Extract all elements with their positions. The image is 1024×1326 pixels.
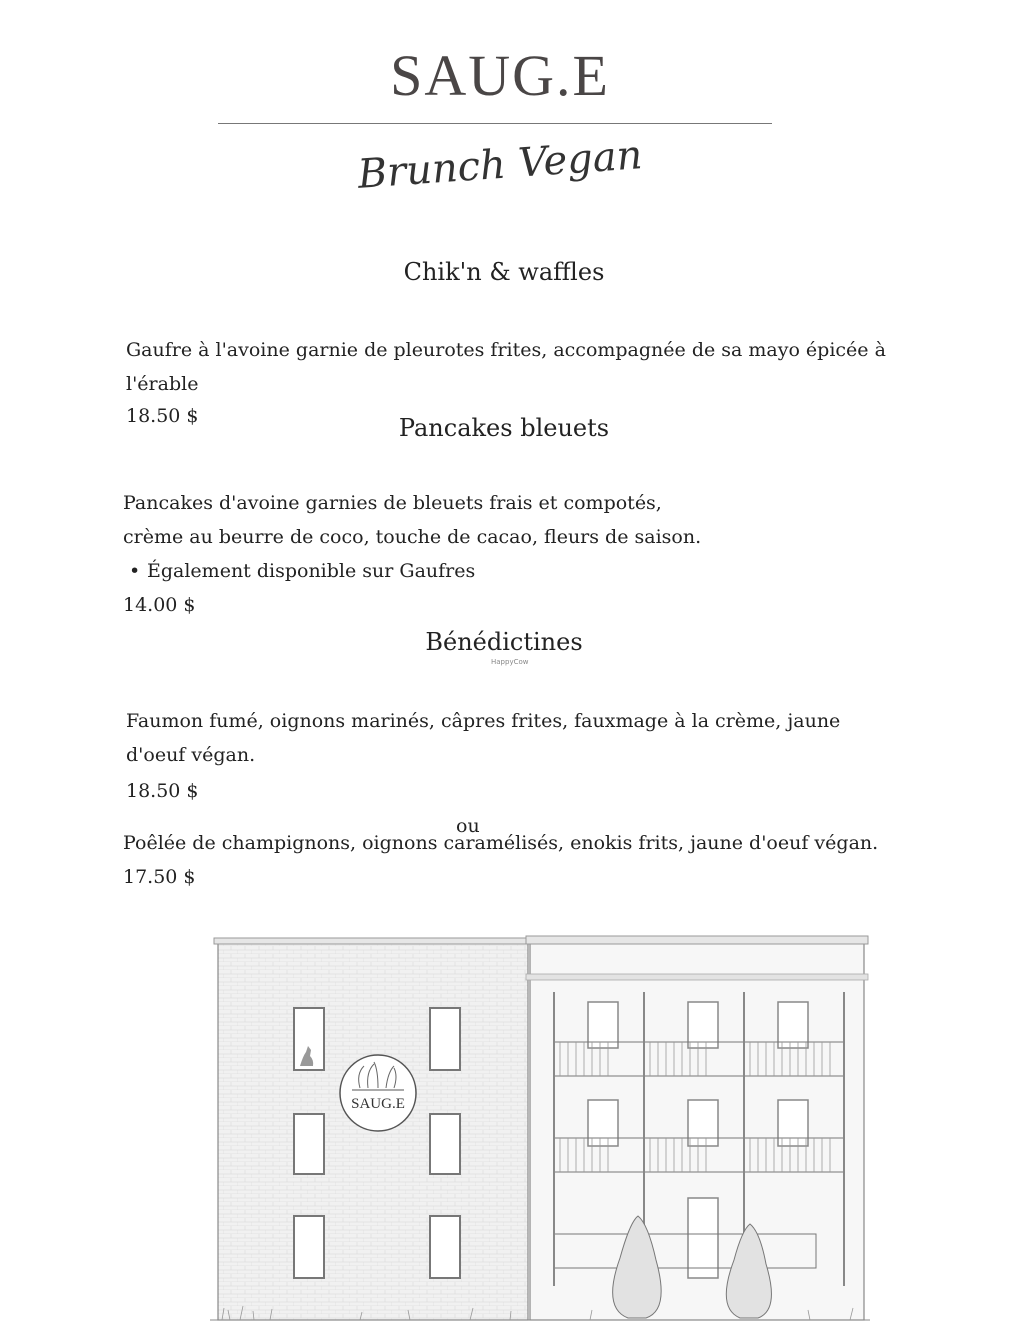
svg-text:SAUG.E: SAUG.E <box>351 1096 405 1112</box>
description-line: Gaufre à l'avoine garnie de pleurotes frites, accompagnée de sa mayo épicée à <box>126 339 886 361</box>
menu-subtitle: Brunch Vegan <box>356 132 644 198</box>
sign-logo <box>340 1055 416 1131</box>
item-description-chikn-waffles <box>126 333 886 401</box>
description-line: Poêlée de champignons, oignons caramélisés, enokis frits, jaune d'oeuf végan. <box>123 832 879 854</box>
item-description-benedictine-b <box>123 826 878 860</box>
restaurant-title: SAUG.E <box>390 43 610 108</box>
happycow-watermark: HappyCow <box>491 658 529 666</box>
item-price-benedictine-b: 17.50 $ <box>123 866 196 888</box>
item-heading-pancakes-bleuets: Pancakes bleuets <box>398 414 610 442</box>
item-heading-chikn-waffles: Chik'n & waffles <box>403 258 605 286</box>
description-line: Faumon fumé, oignons marinés, câpres frites, fauxmage à la crème, jaune <box>126 710 841 732</box>
item-heading-benedictines: Bénédictines <box>425 628 583 656</box>
item-description-benedictine-a <box>126 704 840 772</box>
restaurant-building-illustration <box>210 930 870 1322</box>
title-divider <box>218 123 772 124</box>
variant-separator: ou <box>456 815 480 837</box>
item-options-list <box>123 554 701 588</box>
item-description-pancakes-bleuets <box>123 486 701 588</box>
item-price-chikn-waffles: 18.50 $ <box>126 405 199 427</box>
item-price-benedictine-a: 18.50 $ <box>126 780 199 802</box>
description-line: d'oeuf végan. <box>126 744 256 766</box>
item-price-pancakes-bleuets: 14.00 $ <box>123 594 196 616</box>
description-line: l'érable <box>126 373 199 395</box>
item-option: • Également disponible sur Gaufres <box>123 554 701 588</box>
description-line: crème au beurre de coco, touche de cacao, fleurs de saison. <box>123 526 702 548</box>
description-line: Pancakes d'avoine garnies de bleuets frais et compotés, <box>123 492 662 514</box>
